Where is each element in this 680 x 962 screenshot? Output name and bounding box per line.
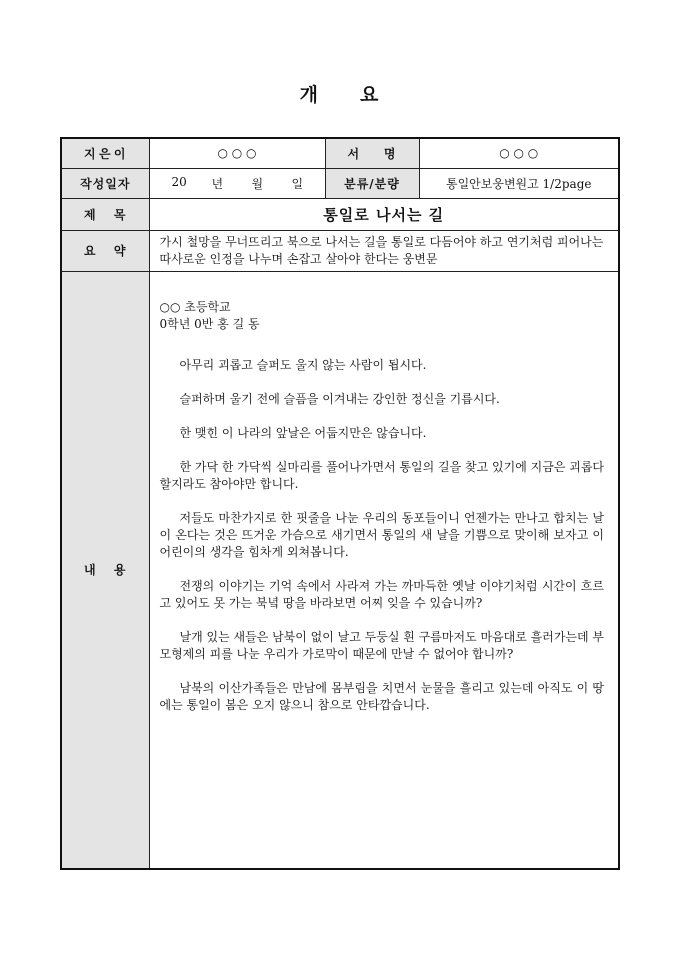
summary-label: 요 약 (61, 230, 149, 271)
paragraph: 남북의 이산가족들은 만남에 몸부림을 치면서 눈물을 흘리고 있는데 아직도 이 땅에는 통일이 봄은 오지 않으니 참으로 안타깝습니다. (159, 680, 604, 712)
paragraph: 날개 있는 새들은 남북이 없이 날고 두둥실 흰 구름마저도 마음대로 흘러가는데 부모형제의 피를 나눈 우리가 가로막이 때문에 만날 수 없어야 합니까? (159, 629, 604, 661)
subject-label: 제 목 (61, 198, 149, 230)
content-body (149, 271, 619, 869)
author-label: 지 은 이 (61, 138, 149, 168)
paragraph: 한 가닥 한 가닥씩 실마리를 풀어나가면서 통일의 길을 찾고 있기에 지금은 괴롭다 할지라도 참아야만 합니다. (159, 459, 604, 491)
school-line: ○○ 초등학교 (159, 299, 231, 314)
summary-row (61, 230, 619, 271)
subject-value: 통일로 나서는 길 (149, 198, 619, 230)
author-row (61, 138, 619, 168)
date-label: 작성일자 (61, 168, 149, 198)
subject-row (61, 198, 619, 230)
paragraph: 아무리 괴롭고 슬퍼도 울지 않는 사람이 됩시다. (179, 357, 427, 372)
summary-value: 가시 철망을 무너뜨리고 북으로 나서는 길을 통일로 다듬어야 하고 연기처럼 피어나는 따사로운 인정을 나누며 손잡고 살아야 한다는 웅변문 (149, 230, 619, 271)
paragraph: 슬퍼하며 울기 전에 슬픔을 이겨내는 강인한 정신을 기릅시다. (179, 391, 500, 406)
title-part-2: 요 (360, 84, 381, 106)
paragraph: 저들도 마찬가지로 한 핏줄을 나눈 우리의 동포들이니 언젠가는 만나고 합치는 날이 온다는 것은 뜨거운 가슴으로 새기면서 통일의 새 날을 기쁨으로 맞이해 보자고 이 어린이의 생각을 힘차게 외쳐봅니다. (159, 510, 604, 559)
author-value: ○ ○ ○ (149, 138, 325, 168)
signature-label: 서 명 (325, 138, 419, 168)
summary-form (60, 137, 620, 870)
content-row (61, 271, 619, 869)
title-part-1: 개 (299, 84, 320, 106)
category-value: 통일안보웅변원고 1/2page (419, 168, 619, 198)
page-title (0, 80, 680, 107)
paragraph: 한 맺힌 이 나라의 앞날은 어둡지만은 않습니다. (179, 425, 427, 440)
paragraph: 전쟁의 이야기는 기억 속에서 사라져 가는 까마득한 옛날 이야기처럼 시간이 흐르고 있어도 못 가는 북녘 땅을 바라보면 어찌 잊을 수 있습니까? (159, 578, 604, 610)
content-label: 내 용 (61, 271, 149, 869)
date-row (61, 168, 619, 198)
category-label: 분류/분량 (325, 168, 419, 198)
signature-value: ○ ○ ○ (419, 138, 619, 168)
student-line: 0학년 0반 홍 길 동 (159, 316, 260, 331)
date-value: 20 년 월 일 (149, 168, 325, 198)
